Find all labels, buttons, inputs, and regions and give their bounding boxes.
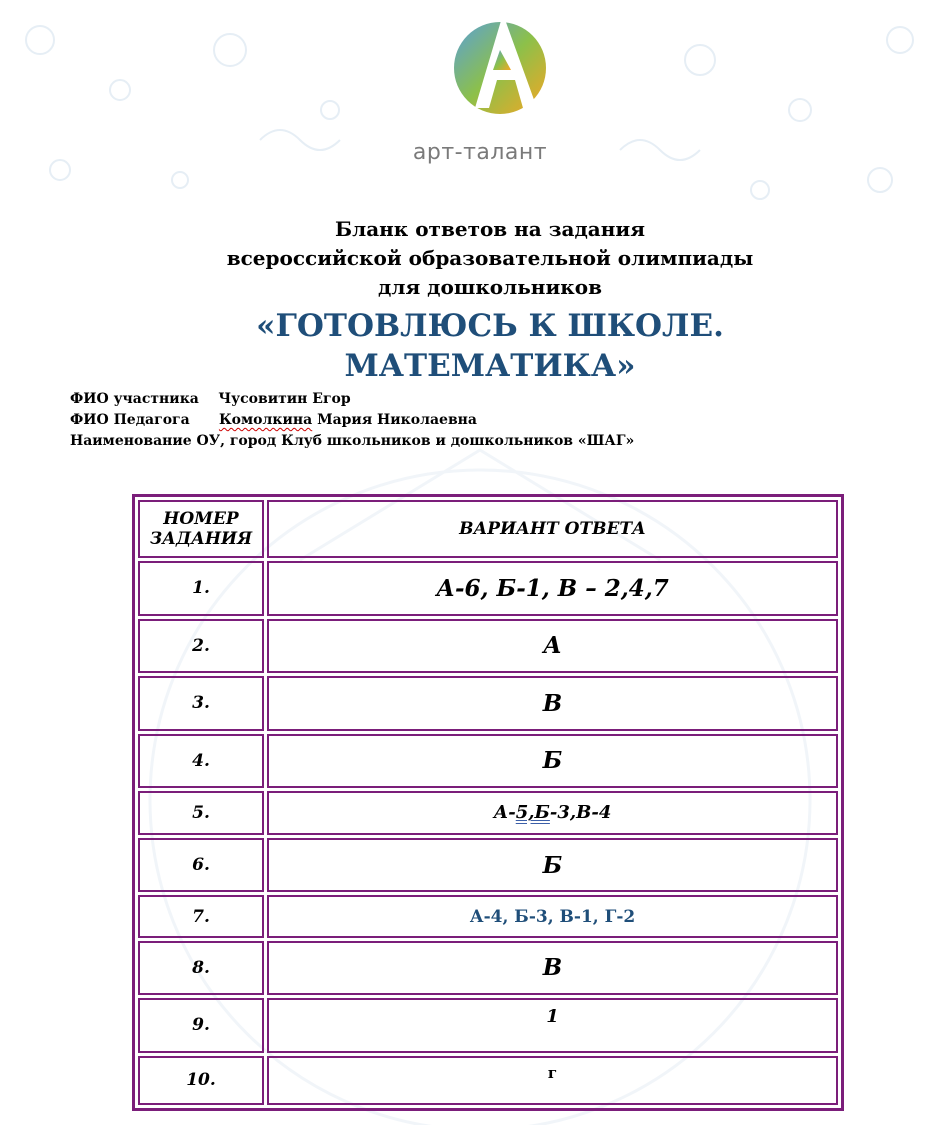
teacher-label: ФИО Педагога [70,412,190,428]
task-number: 7. [138,895,264,937]
table-row [138,1056,838,1105]
art-talent-logo-icon [445,10,555,120]
task-number: 3. [138,676,264,731]
answer-table [132,494,844,1111]
teacher-surname: Комолкина [218,412,313,428]
teacher-name: Мария Николаевна [317,412,477,428]
task-answer: В [267,941,838,996]
org-label: Наименование ОУ, город [70,433,277,449]
table-row [138,941,838,996]
task-answer: г [267,1056,838,1105]
brand-text: арт-талант [412,140,548,165]
header-num-line-2: ЗАДАНИЯ [149,529,253,549]
header-answer: ВАРИАНТ ОТВЕТА [267,500,838,558]
answer-part-2: 5,Б [515,802,550,824]
table-row [138,895,838,937]
task-answer: А [267,619,838,674]
headline-line-2: МАТЕМАТИКА» [344,348,636,384]
org-value: Клуб школьников и дошкольников «ШАГ» [281,433,635,449]
header-task-number [138,500,264,558]
task-number: 10. [138,1056,264,1105]
participant-row [70,389,634,410]
task-number: 1. [138,561,264,616]
task-answer: В [267,676,838,731]
task-number: 6. [138,838,264,893]
task-answer [267,791,838,835]
org-row [70,431,634,452]
table-row [138,791,838,835]
task-number: 5. [138,791,264,835]
title-line-3: для дошкольников [378,275,602,299]
task-answer: Б [267,734,838,789]
task-answer: 1 [267,998,838,1053]
table-row [138,838,838,893]
table-row [138,561,838,616]
answer-part-1: А- [493,802,516,824]
teacher-row [70,410,634,431]
task-answer: Б [267,838,838,893]
participant-info [70,389,634,452]
task-answer: А-6, Б-1, В – 2,4,7 [267,561,838,616]
participant-label: ФИО участника [70,391,199,407]
headline [140,306,840,386]
table-row [138,734,838,789]
task-number: 2. [138,619,264,674]
task-number: 8. [138,941,264,996]
table-row [138,998,838,1053]
title-line-2: всероссийской образовательной олимпиады [226,246,754,270]
participant-value: Чусовитин Егор [218,391,351,407]
table-row [138,676,838,731]
task-number: 9. [138,998,264,1053]
headline-line-1: «ГОТОВЛЮСЬ К ШКОЛЕ. [256,308,724,344]
task-answer: А-4, Б-3, В-1, Г-2 [267,895,838,937]
task-number: 4. [138,734,264,789]
title-block [140,215,840,386]
answer-part-3: -3,В-4 [549,802,612,824]
header-num-line-1: НОМЕР [163,509,239,529]
title-line-1: Бланк ответов на задания [335,217,645,241]
table-header-row [138,500,838,558]
table-row [138,619,838,674]
